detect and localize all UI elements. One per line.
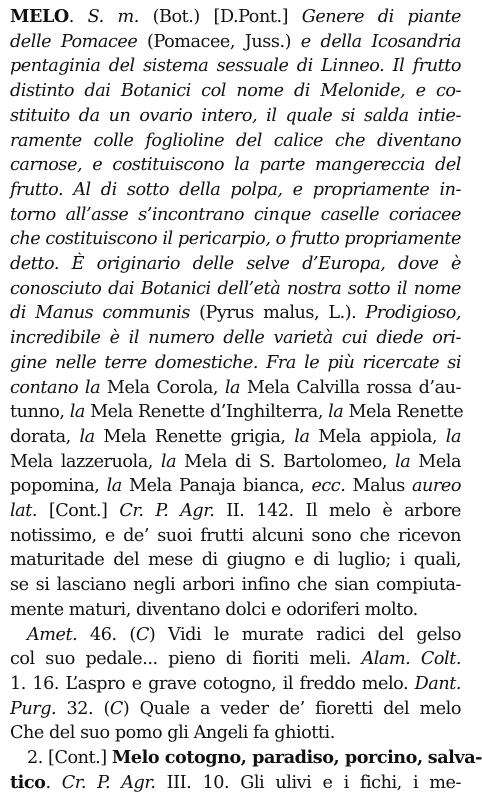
italic-text: pentaginia del sistema sessuale di Linneo. Il frutto [10,56,461,77]
italic-text: Cr. P. Agr. [61,772,156,793]
text-line [10,524,461,549]
italic-text: delle Pomacee [10,31,138,52]
text-line [10,697,461,722]
italic-text: la [294,426,310,447]
text-segment: Mela Calvilla rossa d’au- [240,377,461,398]
text-line [10,252,461,277]
italic-text: Dant. [414,673,461,694]
text-segment: dorata, [10,426,80,447]
italic-text: e della Icosandria [300,31,461,52]
text-segment: Mela Panaja bianca, [121,476,312,497]
italic-text: detto. È originario delle selve d’Europa, dove è [10,254,461,275]
text-segment: Malus [345,476,412,497]
italic-text: la [106,476,122,497]
text-segment: . [45,772,62,793]
text-line [10,746,482,771]
text-line [10,425,461,450]
text-line [10,54,461,79]
text-line [10,376,461,401]
text-line [10,400,464,425]
text-line [10,203,461,228]
italic-text: Cr. P. Agr. [119,501,215,522]
dictionary-entry-melo [10,5,482,796]
text-line [10,129,461,154]
text-line [10,326,461,351]
text-line [10,227,461,252]
italic-text: la [224,377,241,398]
italic-text: torno all’asse s’incontrano cinque caselle coriacee [10,204,461,225]
text-segment: Mela appiola, [309,426,446,447]
italic-text: che costituiscono il pericarpio, o frutto propriamente [10,229,461,250]
text-segment: (Bot.) [D.Pont.] [138,7,302,27]
italic-text: Prodigioso, [365,303,461,324]
italic-text: Purg. [10,698,57,719]
text-segment: maturitade del mese di giugno e di luglio; i quali, [10,550,461,571]
bold-term: tico [10,771,46,793]
italic-text: aureo [412,476,461,497]
text-line [10,178,461,203]
italic-text: la [328,402,344,423]
italic-text: ramente colle foglioline del calice che diventano [10,130,461,151]
italic-text: Alam. Colt. [361,649,461,670]
text-segment: Che del suo pomo gli Angeli fa ghiotti. [10,723,335,744]
text-line [10,104,461,129]
text-segment: Mela Renette d’Inghilterra, [84,402,329,423]
text-segment: col suo pedale... pieno di fioriti meli. [10,649,362,670]
text-line [10,721,461,746]
italic-text: la [395,451,411,472]
text-line [10,623,461,648]
italic-text: C [109,698,123,719]
text-segment: Mela [410,451,461,472]
italic-text: Amet. [27,624,78,645]
text-segment: ) Quale a veder de’ fioretti del melo [122,698,461,719]
italic-text: C [135,624,149,645]
text-line [10,474,461,499]
text-line [10,499,461,524]
text-segment: 1. 16. L’aspro e grave cotogno, il freddo melo. [10,673,415,694]
text-segment: Mela di S. Bartolomeo, [176,451,396,472]
italic-text: ecc. [311,476,346,497]
text-line [10,79,461,104]
text-segment: 2. [Cont.] [27,748,112,769]
text-segment: ) Vidi le murate radici del gelso [148,624,461,645]
italic-text: frutto. Al di sotto della polpa, e propriamente in- [10,179,461,200]
text-segment: Mela lazzeruola, [10,451,161,472]
italic-text: stituito da un ovario intero, il quale si salda intie- [10,105,461,126]
text-line [10,450,461,475]
italic-text: contano la [10,377,101,398]
italic-text: la [79,426,95,447]
text-line [10,672,461,697]
italic-text: distinto dai Botanici col nome di Melonide, e co- [10,81,461,102]
text-segment: . [68,7,88,27]
text-segment: II. 142. Il melo è arbore [214,501,462,522]
text-line [10,301,461,326]
text-line [10,351,461,376]
text-segment: popomina, [10,476,107,497]
text-segment: se si lasciano negli arbori infino che sian compiuta- [10,575,461,596]
text-segment: (Pomacee, Juss.) [137,31,301,52]
italic-text: conosciuto dai Botanici dell’età nostra sotto il nome [10,278,461,299]
text-line [10,5,461,30]
text-line [10,771,461,796]
text-line [10,30,461,55]
bold-term: salva- [427,747,482,769]
text-segment: Mela Corola, [100,377,225,398]
italic-text: la [160,451,177,472]
italic-text: la [445,426,461,447]
text-line [10,647,461,672]
italic-text: incredibile è il numero delle varietà cui diede ori- [10,328,461,349]
italic-text: di Manus communis [10,303,190,324]
text-line [10,153,461,178]
text-line [10,277,461,302]
text-segment: Mela Renette grigia, [94,426,295,447]
bold-term: MELO [10,6,69,27]
text-segment: III. 10. Gli ulivi e i fichi, i me- [155,772,461,793]
text-line [10,573,461,598]
italic-text: lat. [10,501,37,522]
text-segment: (Pyrus malus, L.). [189,303,366,324]
text-segment: 46. ( [77,624,136,645]
italic-text: gine nelle terre domestiche. Fra le più ricercate si [10,352,461,373]
text-line [10,548,461,573]
text-line [10,598,461,623]
italic-text: Genere di piante [301,7,461,27]
italic-text: la [69,402,85,423]
text-segment: 32. ( [56,698,110,719]
text-segment: Mela Renette [343,402,464,423]
text-segment: mente maturi, diventano dolci e odoriferi molto. [10,599,418,620]
text-segment: tunno, [10,402,70,423]
italic-text: carnose, e costituiscono la parte mangereccia del [10,155,461,176]
bold-term: Melo cotogno, paradiso, porcino, [111,747,423,769]
italic-text: S. m. [87,7,139,27]
text-segment: [Cont.] [36,501,120,522]
text-segment: notissimo, e de’ suoi frutti alcuni sono che ricevon [10,525,461,546]
